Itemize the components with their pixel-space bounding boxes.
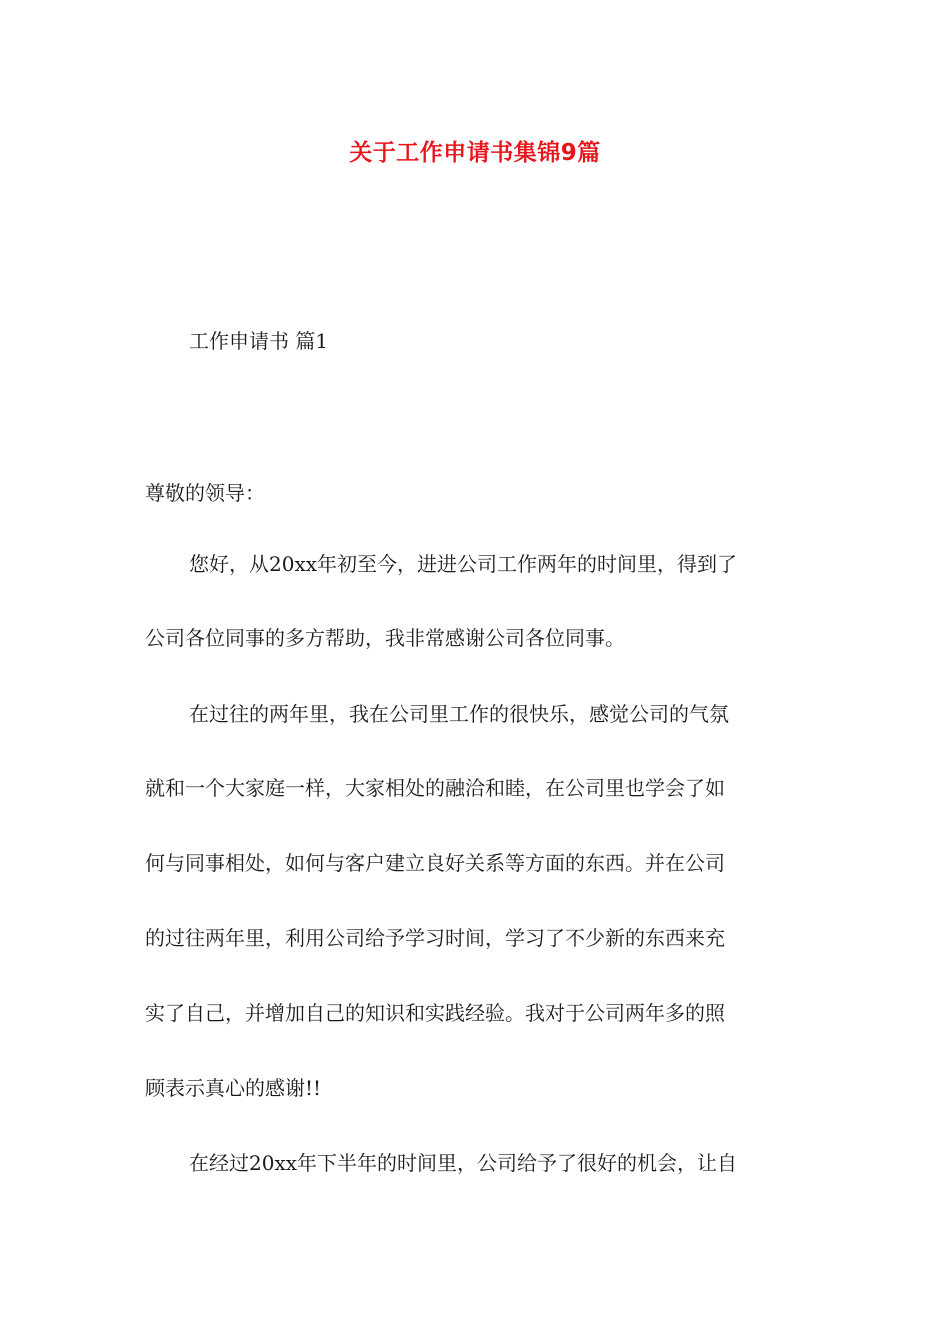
- paragraph-line: 公司各位同事的多方帮助，我非常感谢公司各位同事。: [145, 626, 625, 650]
- paragraph-line: 在过往的两年里，我在公司里工作的很快乐，感觉公司的气氛: [189, 702, 729, 726]
- paragraph-line: 实了自己，并增加自己的知识和实践经验。我对于公司两年多的照: [145, 1001, 725, 1025]
- salutation: 尊敬的领导：: [145, 481, 265, 505]
- paragraph-line: 在经过20xx年下半年的时间里，公司给予了很好的机会，让自: [189, 1151, 738, 1175]
- document-title: 关于工作申请书集锦9篇: [349, 140, 601, 166]
- paragraph-line: 顾表示真心的感谢!!: [145, 1076, 322, 1100]
- paragraph-line: 您好，从20xx年初至今，进进公司工作两年的时间里，得到了: [189, 552, 738, 576]
- paragraph-line: 何与同事相处，如何与客户建立良好关系等方面的东西。并在公司: [145, 851, 725, 875]
- paragraph-line: 就和一个大家庭一样，大家相处的融洽和睦，在公司里也学会了如: [145, 776, 725, 800]
- section-heading: 工作申请书 篇1: [189, 329, 329, 353]
- paragraph-line: 的过往两年里，利用公司给予学习时间，学习了不少新的东西来充: [145, 926, 725, 950]
